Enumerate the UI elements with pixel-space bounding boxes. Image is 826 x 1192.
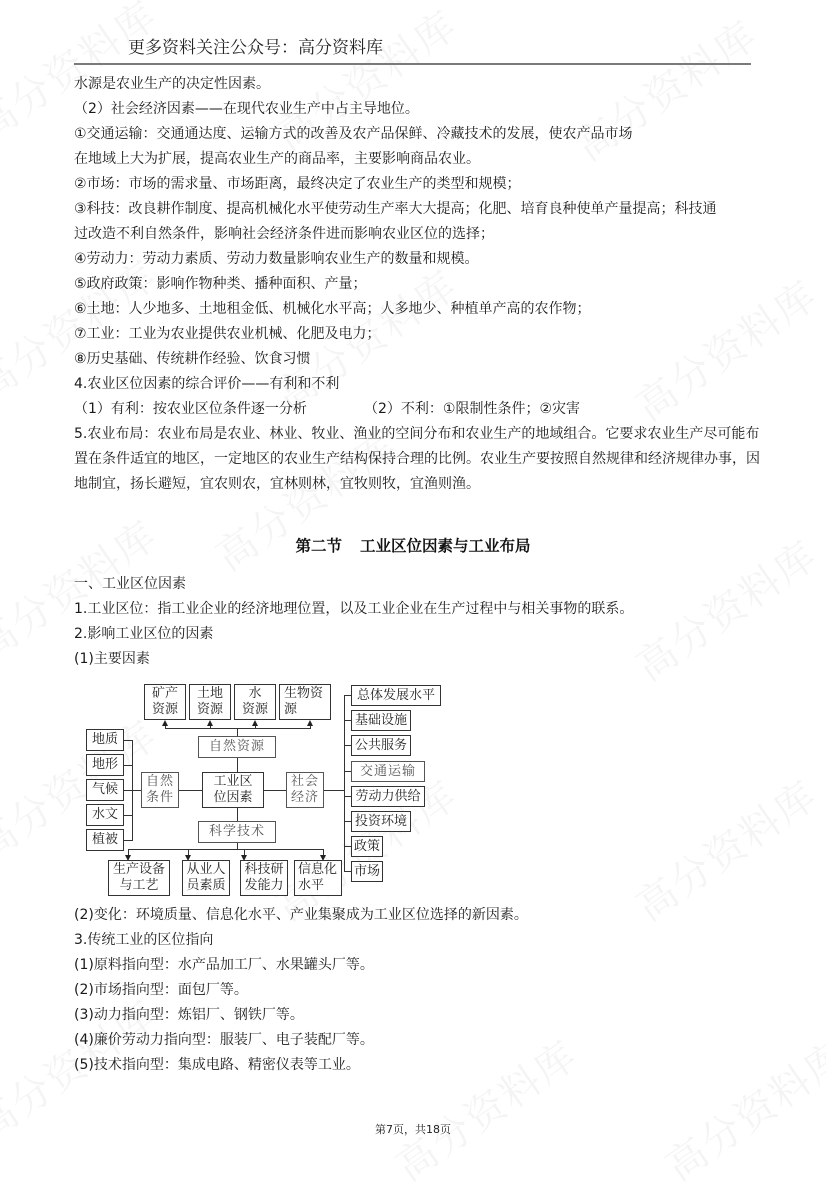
page-number: 第7页，共18页 <box>375 1123 451 1136</box>
text-line: 4.农业区位因素的综合评价——有利和不利 <box>74 376 340 392</box>
factor-transportation: 交通运输 <box>351 761 425 782</box>
natural-resources-box: 自然资源 <box>198 736 276 758</box>
text-line: ④劳动力：劳动力素质、劳动力数量影响农业生产的数量和规模。 <box>74 251 479 267</box>
text-line: (1)原料指向型：水产品加工厂、水果罐头厂等。 <box>74 957 374 973</box>
text-line: ⑥土地：人少地多、土地租金低、机械化水平高；人多地少、种植单产高的农作物； <box>74 301 591 317</box>
text-line: ⑦工业：工业为农业提供农业机械、化肥及电力； <box>74 326 381 342</box>
text-line: 2.影响工业区位的因素 <box>74 626 214 642</box>
tech-informatization <box>294 860 342 896</box>
condition-climate: 气候 <box>86 779 124 801</box>
condition-vegetation: 植被 <box>86 829 124 851</box>
box-text: 科技研 <box>244 862 284 877</box>
box-text: 资源 <box>196 702 223 717</box>
section-number: 第二节 <box>295 537 342 555</box>
box-text: 源 <box>284 702 298 717</box>
factor-market: 市场 <box>351 861 383 882</box>
box-text: 从业人 <box>186 862 226 877</box>
tech-equipment-process <box>108 860 170 896</box>
condition-hydrology: 水文 <box>86 804 124 826</box>
box-text: 资源 <box>241 702 268 717</box>
box-text: 信息化 <box>298 862 338 877</box>
resource-mineral <box>144 684 186 720</box>
favorable-text: （1）有利：按农业区位条件逐一分析 <box>74 401 307 417</box>
section-title: 工业区位因素与工业布局 <box>360 537 531 555</box>
text-line: (2)市场指向型：面包厂等。 <box>74 982 248 998</box>
box-text: 生物资 <box>284 686 324 701</box>
box-text: 资源 <box>151 702 178 717</box>
text-line: (2)变化：环境质量、信息化水平、产业集聚成为工业区位选择的新因素。 <box>74 907 528 923</box>
box-text: 矿产 <box>151 686 178 701</box>
text-line: （2）社会经济因素——在现代农业生产中占主导地位。 <box>74 101 419 117</box>
factor-investment-environment: 投资环境 <box>351 811 411 832</box>
factor-policy: 政策 <box>351 836 383 857</box>
box-text: 位因素 <box>213 790 253 805</box>
text-line: 一、工业区位因素 <box>74 576 186 592</box>
box-text: 员素质 <box>186 878 226 893</box>
text-line: ⑤政府政策：影响作物种类、播种面积、产量； <box>74 276 367 292</box>
box-text: 与工艺 <box>119 878 159 893</box>
box-text: 土地 <box>196 686 223 701</box>
text-line: 过改造不利自然条件，影响社会经济条件进而影响农业区位的选择； <box>74 226 494 242</box>
box-text: 水平 <box>298 878 325 893</box>
industrial-location-factors-box <box>202 772 264 808</box>
text-line: 在地域上大为扩展，提高农业生产的商品率，主要影响商品农业。 <box>74 151 480 167</box>
unfavorable-text: （2）不利：①限制性条件；②灾害 <box>364 401 581 417</box>
factor-overall-development: 总体发展水平 <box>351 685 441 706</box>
text-line: 水源是农业生产的决定性因素。 <box>74 76 270 92</box>
section-heading <box>0 534 826 556</box>
resource-biological <box>279 684 331 720</box>
text-line: ②市场：市场的需求量、市场距离，最终决定了农业生产的类型和规模； <box>74 176 521 192</box>
factor-labor-supply: 劳动力供给 <box>351 786 425 807</box>
box-text: 自然 <box>145 774 174 789</box>
industrial-location-factors-diagram <box>86 684 466 896</box>
resource-water <box>234 684 276 720</box>
text-line: (5)技术指向型：集成电路、精密仪表等工业。 <box>74 1057 360 1073</box>
text-line: ①交通运输：交通通达度、运输方式的改善及农产品保鲜、冷藏技术的发展，使农产品市场 <box>74 126 633 142</box>
condition-landform: 地形 <box>86 754 124 776</box>
socio-economic-box <box>286 772 324 808</box>
tech-rd-capability <box>240 860 288 896</box>
box-text: 工业区 <box>213 774 253 789</box>
text-line: 3.传统工业的区位指向 <box>74 932 214 948</box>
page-header: 更多资料关注公众号：高分资料库 <box>128 38 383 58</box>
box-text: 条件 <box>145 790 174 805</box>
box-text: 水 <box>248 686 262 701</box>
agriculture-layout-paragraph: 5.农业布局：农业布局是农业、林业、牧业、渔业的空间分布和农业生产的地域组合。它要求农业生产尽可能布置在条件适宜的地区，一定地区的农业生产结构保持合理的比例。农业生产要按照自然规律和经济规律办事，因地制宜，扬长避短，宜农则农，宜林则林，宜牧则牧，宜渔则渔。 <box>74 426 760 492</box>
text-line: ③科技：改良耕作制度、提高机械化水平使劳动生产率大大提高；化肥、培育良种使单产量提高；科技通 <box>74 201 717 217</box>
box-text: 经济 <box>290 790 319 805</box>
resource-land <box>189 684 231 720</box>
text-line: (4)廉价劳动力指向型：服装厂、电子装配厂等。 <box>74 1032 374 1048</box>
agriculture-section <box>74 72 764 497</box>
tech-workforce-quality <box>182 860 230 896</box>
text-line: (1)主要因素 <box>74 651 150 667</box>
box-text: 生产设备 <box>112 862 165 877</box>
box-text: 发能力 <box>244 878 284 893</box>
factor-infrastructure: 基础设施 <box>351 710 411 731</box>
header-divider <box>74 63 751 65</box>
natural-conditions-box <box>141 772 179 808</box>
text-line: ⑧历史基础、传统耕作经验、饮食习惯 <box>74 351 311 367</box>
industry-orientation-section <box>74 903 764 1078</box>
text-line: (3)动力指向型：炼铝厂、钢铁厂等。 <box>74 1007 304 1023</box>
condition-geology: 地质 <box>86 729 124 751</box>
industry-section <box>74 572 764 672</box>
evaluation-row <box>74 397 764 422</box>
factor-public-services: 公共服务 <box>351 735 411 756</box>
text-line: 1.工业区位：指工业企业的经济地理位置，以及工业企业在生产过程中与相关事物的联系。 <box>74 601 634 617</box>
science-technology-box: 科学技术 <box>198 821 276 843</box>
box-text: 社会 <box>290 774 319 789</box>
